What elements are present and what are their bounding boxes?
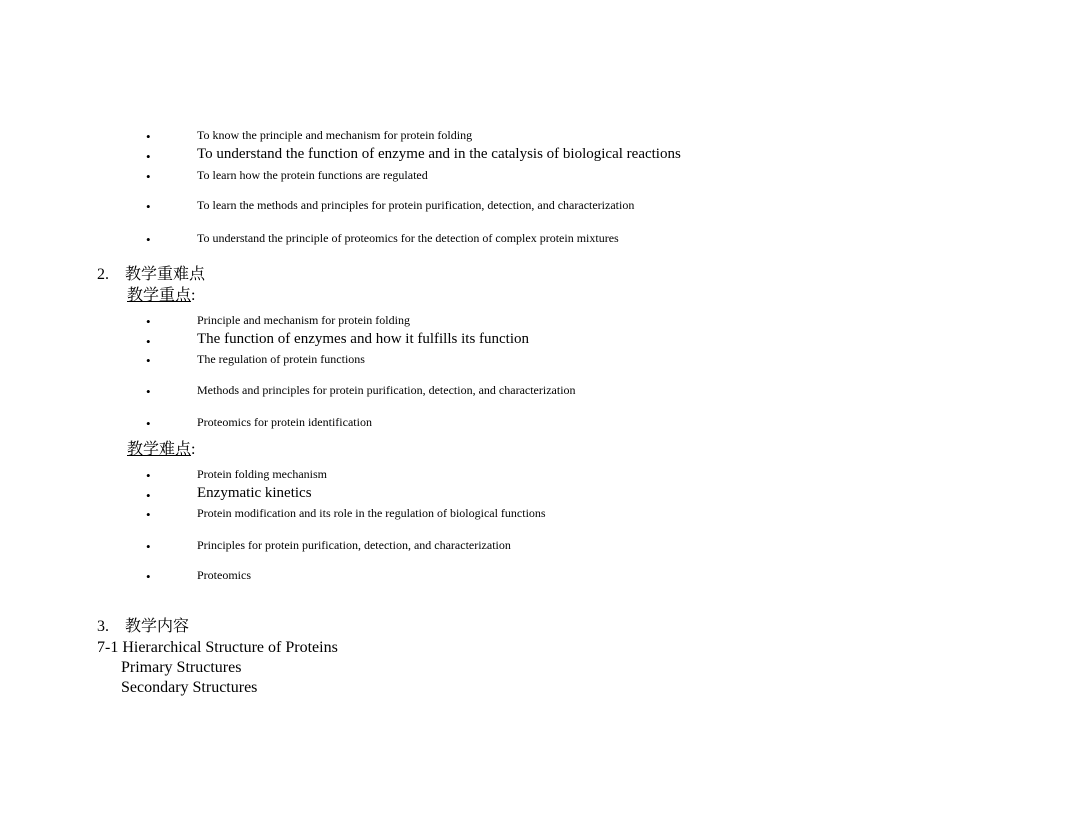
difficult-point-item: Proteomics	[197, 568, 251, 582]
bullet: •	[146, 169, 151, 184]
difficult-point-item: Enzymatic kinetics	[197, 485, 312, 501]
section-number: 2.	[97, 266, 109, 283]
difficult-point-item: Principles for protein purification, detection, and characterization	[197, 538, 511, 552]
bullet: •	[146, 353, 151, 368]
bullet: •	[146, 416, 151, 431]
difficult-points-label	[127, 442, 195, 458]
key-point-item: Proteomics for protein identification	[197, 415, 372, 429]
key-point-item: The regulation of protein functions	[197, 352, 365, 366]
bullet: •	[146, 334, 151, 349]
section-title: 教学内容	[125, 618, 190, 635]
key-point-item: The function of enzymes and how it fulfills its function	[197, 331, 530, 347]
objective-item: To learn the methods and principles for protein purification, detection, and characterization	[197, 198, 635, 212]
difficult-points-title: 教学难点	[127, 441, 192, 458]
section-2-heading	[97, 267, 205, 283]
key-point-item: Methods and principles for protein purification, detection, and characterization	[197, 383, 576, 397]
bullet: •	[146, 569, 151, 584]
objective-item: To learn how the protein functions are regulated	[197, 168, 428, 182]
section-3-heading	[97, 619, 189, 635]
bullet: •	[146, 468, 151, 483]
chapter-title: 7-1 Hierarchical Structure of Proteins	[97, 639, 338, 656]
bullet: •	[146, 129, 151, 144]
bullet: •	[146, 507, 151, 522]
key-points-label	[127, 288, 195, 304]
colon: :	[191, 287, 196, 304]
chapter-subitem: Secondary Structures	[121, 679, 258, 696]
bullet: •	[146, 149, 151, 164]
chapter-subitem: Primary Structures	[121, 659, 242, 676]
objective-item: To know the principle and mechanism for protein folding	[197, 128, 473, 142]
objective-item: To understand the function of enzyme and in the catalysis of biological reactions	[197, 146, 681, 162]
bullet: •	[146, 488, 151, 503]
section-number: 3.	[97, 618, 109, 635]
bullet: •	[146, 384, 151, 399]
colon: :	[191, 441, 196, 458]
bullet: •	[146, 199, 151, 214]
section-title: 教学重难点	[125, 266, 206, 283]
bullet: •	[146, 232, 151, 247]
objective-item: To understand the principle of proteomics for the detection of complex protein mixtures	[197, 231, 619, 245]
bullet: •	[146, 314, 151, 329]
key-point-item: Principle and mechanism for protein folding	[197, 313, 410, 327]
difficult-point-item: Protein modification and its role in the regulation of biological functions	[197, 506, 546, 520]
key-points-title: 教学重点	[127, 287, 192, 304]
difficult-point-item: Protein folding mechanism	[197, 467, 327, 481]
bullet: •	[146, 539, 151, 554]
